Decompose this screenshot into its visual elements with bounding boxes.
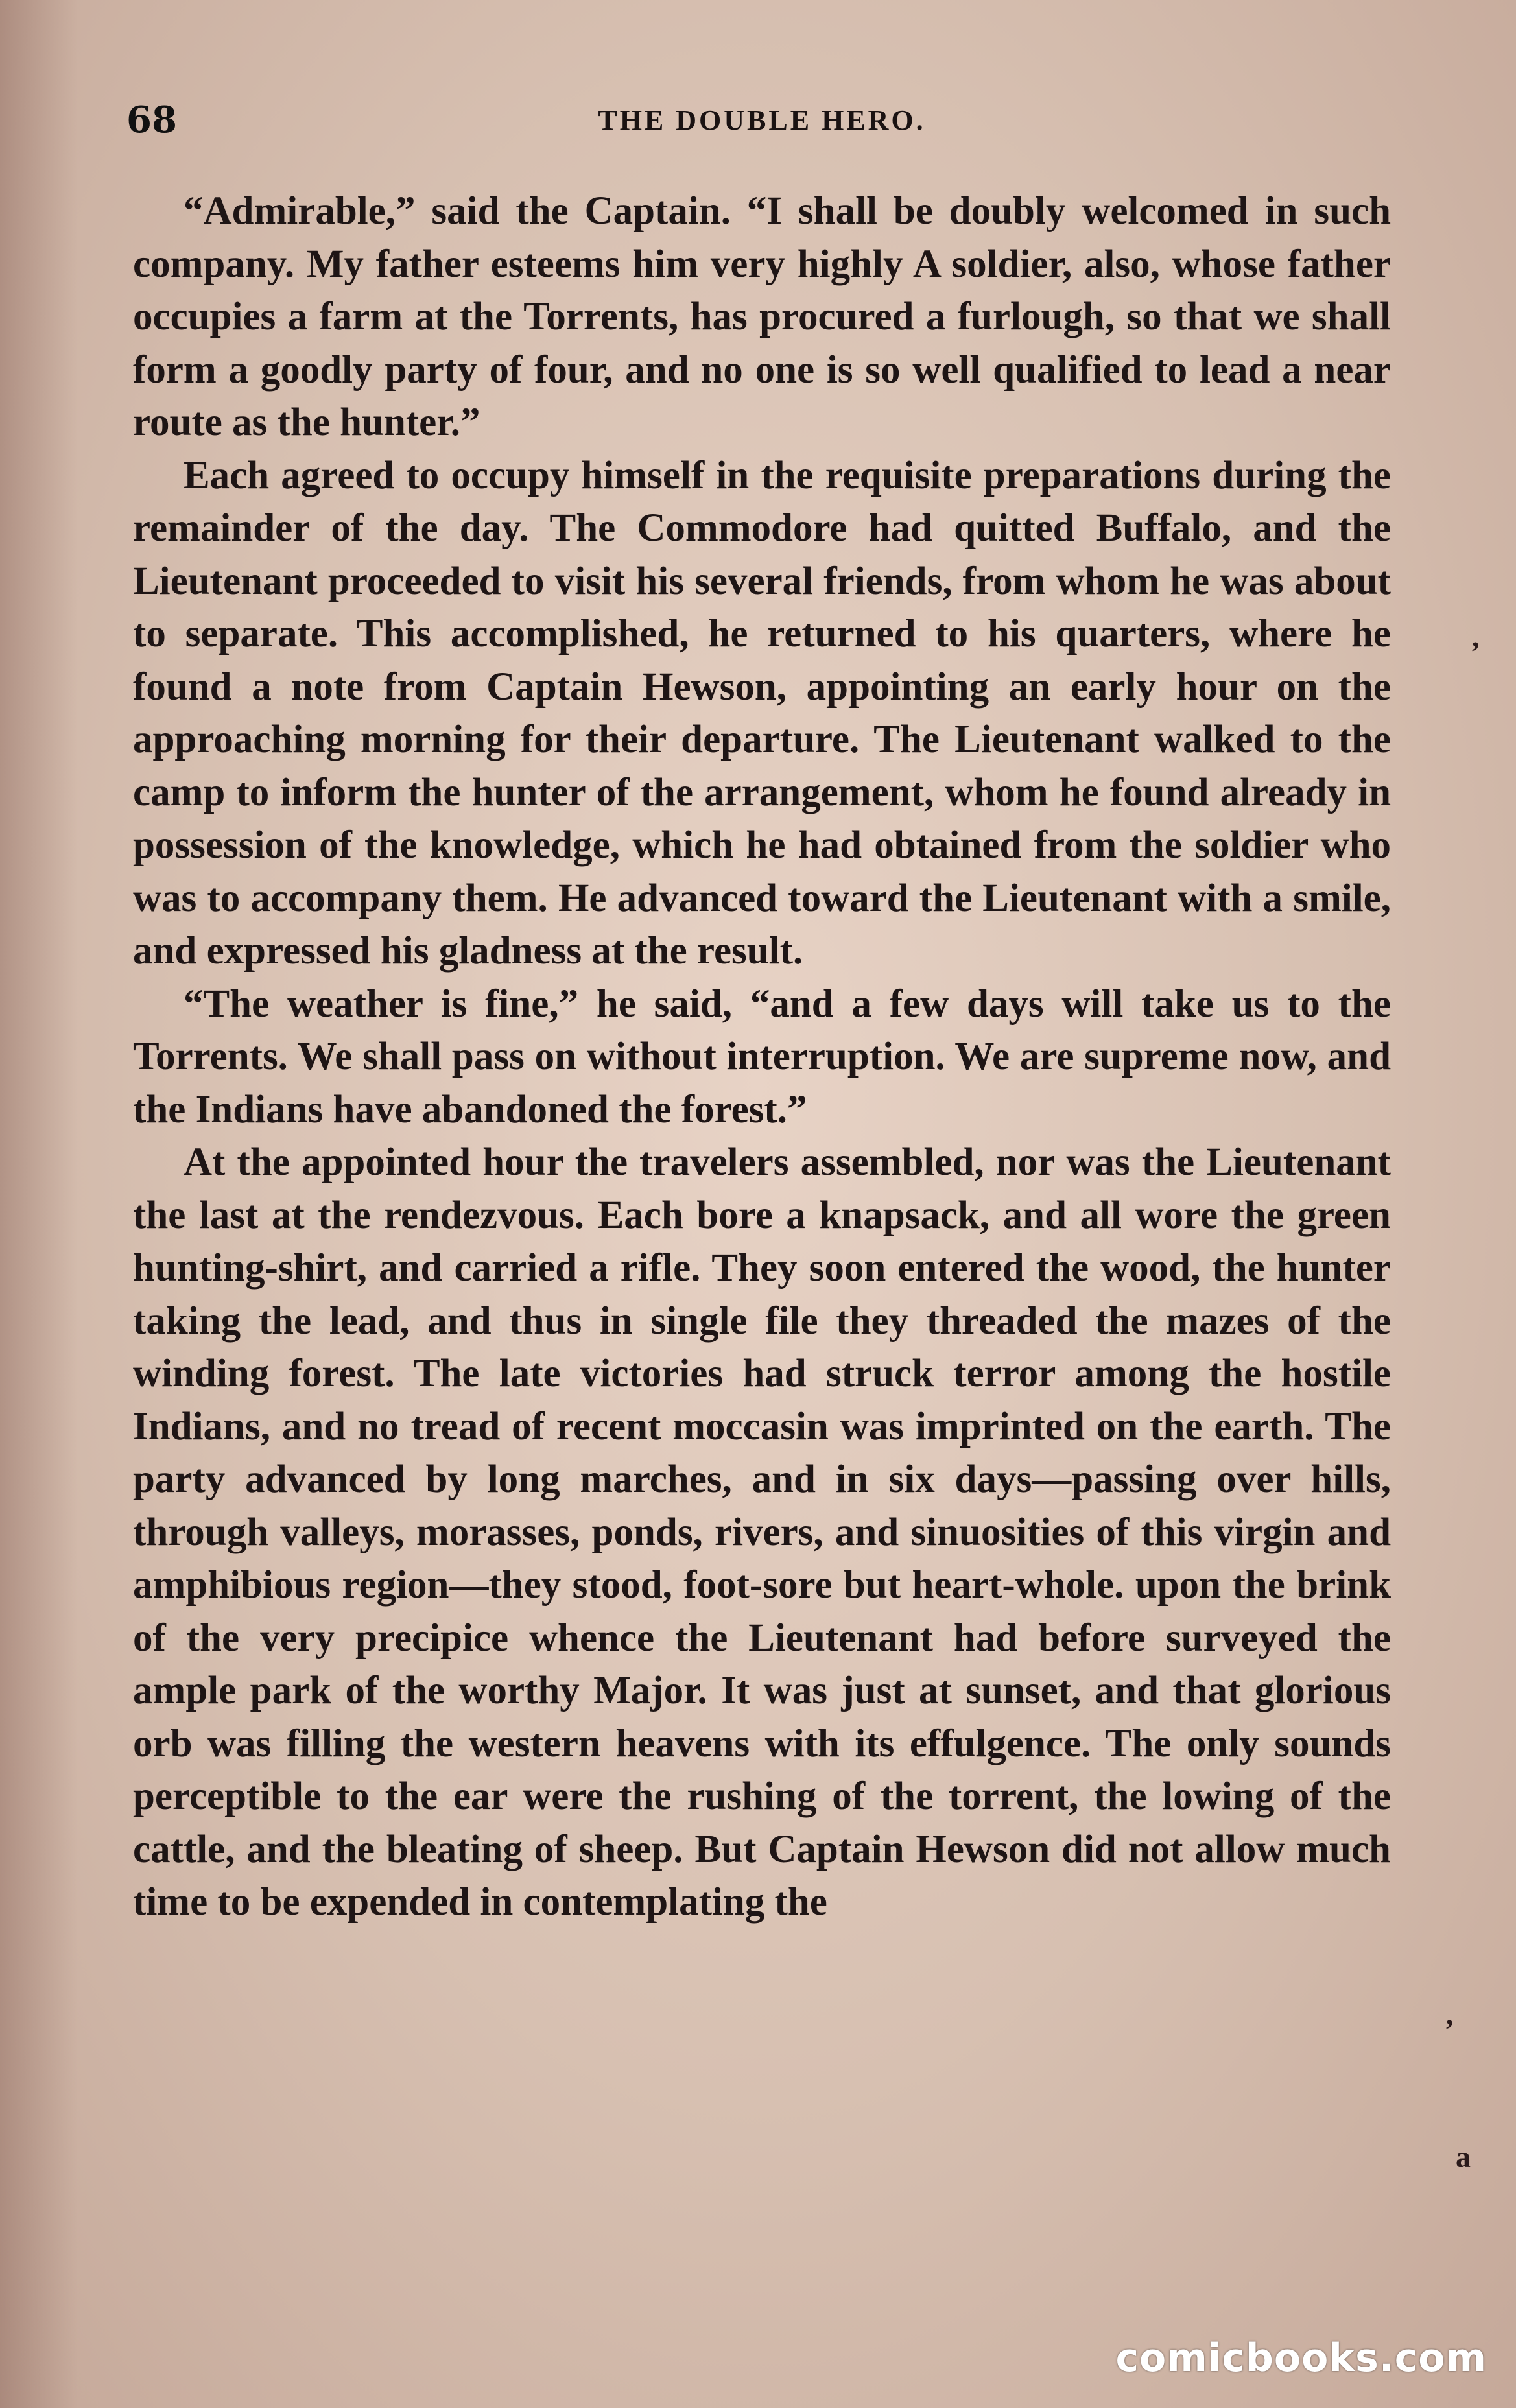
- margin-mark: ,: [1446, 1998, 1454, 2031]
- page-edge-shadow: [0, 0, 78, 2408]
- watermark-logo: comicbooks.com: [1115, 2335, 1487, 2381]
- margin-mark: ,: [1472, 620, 1480, 653]
- page-number: 68: [126, 99, 177, 141]
- running-head: THE DOUBLE HERO.: [598, 104, 926, 136]
- margin-mark: a: [1456, 2140, 1471, 2173]
- paragraph: “The weather is fine,” he said, “and a few days will take us to the Torrents. We shall pass on without interruption. We are supreme now, and the Indians have abandoned the forest.”: [133, 982, 1391, 1131]
- body-text: [133, 185, 1391, 1929]
- paragraph: At the appointed hour the travelers assembled, nor was the Lieutenant the last at the rendezvous. Each bore a knapsack, and all wore the green hunting-shirt, and carried a rifle. They soon entered the wood, the hunter taking the lead, and thus in single file they threaded the mazes of the winding forest. The late victories had struck terror among the hostile Indians, and no tread of recent moccasin was imprinted on the earth. The party advanced by long marches, and in six days—passing over hills, through valleys, morasses, ponds, rivers, and sinuosities of this virgin and amphibious region—they stood, foot-sore but heart-whole. upon the brink of the very precipice whence the Lieutenant had before surveyed the ample park of the worthy Major. It was just at sunset, and that glorious orb was filling the western heavens with its effulgence. The only sounds perceptible to the ear were the rushing of the torrent, the lowing of the cattle, and the bleating of sheep. But Captain Hewson did not allow much time to be expended in contemplating the: [133, 1140, 1391, 1924]
- paragraph: “Admirable,” said the Captain. “I shall be doubly welcomed in such company. My father esteems him very highly A soldier, also, whose father occupies a farm at the Torrents, has procured a furlough, so that we shall form a goodly party of four, and no one is so well qualified to lead a near route as the hunter.”: [133, 189, 1391, 444]
- page-header: [126, 97, 1397, 143]
- paragraph: Each agreed to occupy himself in the requisite preparations during the remainder of the day. The Commodore had quitted Buffalo, and the Lieutenant proceeded to visit his several friends, from whom he was about to separate. This accomplished, he returned to his quarters, where he found a note from Captain Hewson, appointing an early hour on the approaching morning for their departure. The Lieutenant walked to the camp to inform the hunter of the arrangement, whom he found already in possession of the knowledge, which he had obtained from the soldier who was to accompany them. He advanced toward the Lieutenant with a smile, and expressed his gladness at the result.: [133, 453, 1391, 973]
